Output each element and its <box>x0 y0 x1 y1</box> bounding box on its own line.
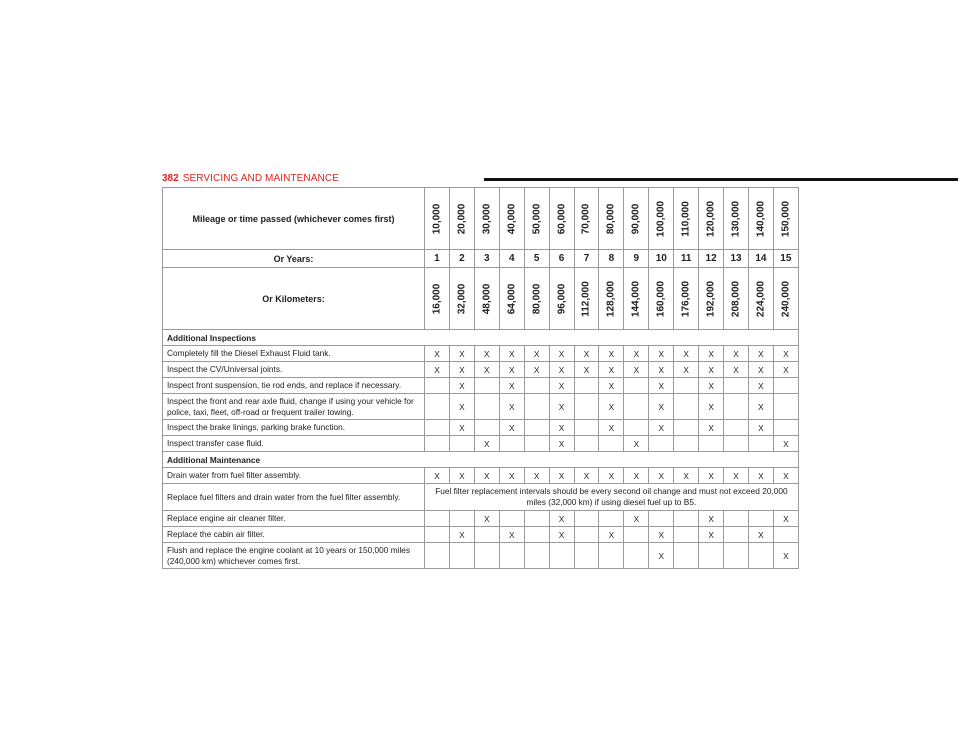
schedule-cell <box>574 436 599 452</box>
schedule-cell: X <box>574 362 599 378</box>
years-row-value: 12 <box>699 250 724 268</box>
task-label: Drain water from fuel filter assembly. <box>163 468 425 484</box>
schedule-cell: X <box>699 346 724 362</box>
schedule-cell <box>425 543 450 569</box>
schedule-cell <box>724 378 749 394</box>
schedule-cell <box>574 527 599 543</box>
kilometers-row-cell <box>574 268 599 330</box>
schedule-cell: X <box>574 468 599 484</box>
years-row-value: 7 <box>574 250 599 268</box>
schedule-cell <box>624 378 649 394</box>
miles-header-row-value: 70,000 <box>580 203 592 234</box>
miles-header-row-value: 130,000 <box>730 200 742 237</box>
miles-header-row-cell <box>724 188 749 250</box>
schedule-cell <box>724 420 749 436</box>
schedule-cell: X <box>649 420 674 436</box>
kilometers-row-cell <box>474 268 499 330</box>
schedule-cell <box>674 527 699 543</box>
schedule-cell <box>699 543 724 569</box>
schedule-cell: X <box>624 511 649 527</box>
schedule-cell: X <box>599 420 624 436</box>
miles-header-row-cell <box>649 188 674 250</box>
table-row <box>163 362 799 378</box>
schedule-cell <box>599 511 624 527</box>
schedule-cell: X <box>699 527 724 543</box>
years-row-value: 9 <box>624 250 649 268</box>
schedule-cell: X <box>499 420 524 436</box>
schedule-cell <box>425 511 450 527</box>
schedule-cell: X <box>748 378 773 394</box>
schedule-cell <box>624 420 649 436</box>
schedule-cell: X <box>499 346 524 362</box>
schedule-cell: X <box>499 378 524 394</box>
schedule-cell <box>748 511 773 527</box>
schedule-cell: X <box>549 420 574 436</box>
schedule-cell <box>674 394 699 420</box>
schedule-cell: X <box>449 527 474 543</box>
kilometers-row <box>163 268 799 330</box>
maintenance-schedule-table <box>162 187 799 569</box>
miles-header-row-cell <box>549 188 574 250</box>
table-row <box>163 511 799 527</box>
schedule-cell: X <box>773 468 798 484</box>
schedule-cell: X <box>524 346 549 362</box>
schedule-cell <box>674 543 699 569</box>
miles-header-row-cell <box>474 188 499 250</box>
schedule-cell: X <box>748 420 773 436</box>
schedule-cell <box>674 436 699 452</box>
schedule-cell: X <box>524 362 549 378</box>
schedule-cell <box>524 527 549 543</box>
schedule-cell: X <box>699 420 724 436</box>
kilometers-row-cell <box>773 268 798 330</box>
schedule-cell: X <box>425 362 450 378</box>
task-label: Replace engine air cleaner filter. <box>163 511 425 527</box>
schedule-cell <box>474 378 499 394</box>
schedule-cell <box>574 420 599 436</box>
schedule-cell <box>524 420 549 436</box>
schedule-cell <box>699 436 724 452</box>
schedule-cell: X <box>699 511 724 527</box>
kilometers-row-label: Or Kilometers: <box>163 268 425 330</box>
schedule-cell <box>574 543 599 569</box>
schedule-cell <box>425 394 450 420</box>
task-label: Inspect the CV/Universal joints. <box>163 362 425 378</box>
schedule-cell <box>449 543 474 569</box>
kilometers-row-value: 64,000 <box>506 283 518 314</box>
schedule-cell: X <box>449 378 474 394</box>
miles-header-row-cell <box>499 188 524 250</box>
schedule-cell: X <box>599 378 624 394</box>
schedule-cell: X <box>574 346 599 362</box>
schedule-cell: X <box>724 362 749 378</box>
schedule-cell: X <box>773 346 798 362</box>
schedule-cell <box>524 543 549 569</box>
task-label: Inspect front suspension, tie rod ends, and replace if necessary. <box>163 378 425 394</box>
schedule-cell: X <box>649 468 674 484</box>
schedule-cell: X <box>549 346 574 362</box>
kilometers-row-value: 32,000 <box>456 283 468 314</box>
kilometers-row-cell <box>524 268 549 330</box>
page-header <box>162 172 798 186</box>
schedule-cell: X <box>474 346 499 362</box>
schedule-cell: X <box>499 527 524 543</box>
section-title: SERVICING AND MAINTENANCE <box>182 173 339 184</box>
kilometers-row-cell <box>499 268 524 330</box>
schedule-cell: X <box>624 362 649 378</box>
years-row-label: Or Years: <box>163 250 425 268</box>
schedule-cell <box>474 527 499 543</box>
miles-header-row <box>163 188 799 250</box>
miles-header-row-value: 120,000 <box>705 200 717 237</box>
task-label: Completely fill the Diesel Exhaust Fluid tank. <box>163 346 425 362</box>
miles-header-row-cell <box>524 188 549 250</box>
schedule-cell: X <box>499 468 524 484</box>
miles-header-row-cell <box>449 188 474 250</box>
schedule-cell: X <box>549 468 574 484</box>
schedule-cell: X <box>649 543 674 569</box>
schedule-cell: X <box>649 346 674 362</box>
schedule-cell: X <box>474 362 499 378</box>
schedule-cell: X <box>649 378 674 394</box>
schedule-cell: X <box>624 468 649 484</box>
schedule-cell: X <box>549 436 574 452</box>
schedule-cell: X <box>599 468 624 484</box>
kilometers-row-cell <box>599 268 624 330</box>
schedule-cell <box>524 511 549 527</box>
schedule-cell: X <box>549 527 574 543</box>
kilometers-row-value: 192,000 <box>705 280 717 317</box>
schedule-cell: X <box>549 394 574 420</box>
schedule-cell: X <box>524 468 549 484</box>
years-row-value: 3 <box>474 250 499 268</box>
miles-header-row-value: 50,000 <box>531 203 543 234</box>
schedule-cell: X <box>549 378 574 394</box>
schedule-cell <box>474 543 499 569</box>
miles-header-row-cell <box>624 188 649 250</box>
schedule-cell <box>425 378 450 394</box>
table-row <box>163 394 799 420</box>
years-row-value: 8 <box>599 250 624 268</box>
task-label: Flush and replace the engine coolant at 10 years or 150,000 miles (240,000 km) whichever comes first. <box>163 543 425 569</box>
kilometers-row-value: 208,000 <box>730 280 742 317</box>
schedule-cell: X <box>499 394 524 420</box>
years-row-value: 6 <box>549 250 574 268</box>
schedule-cell <box>724 394 749 420</box>
schedule-cell: X <box>649 362 674 378</box>
schedule-cell: X <box>549 362 574 378</box>
table-row <box>163 346 799 362</box>
table-row <box>163 543 799 569</box>
years-row <box>163 250 799 268</box>
miles-header-row-value: 110,000 <box>680 200 692 237</box>
schedule-cell: X <box>474 436 499 452</box>
miles-header-row-cell <box>599 188 624 250</box>
schedule-cell <box>599 436 624 452</box>
schedule-cell: X <box>674 468 699 484</box>
years-row-value: 5 <box>524 250 549 268</box>
kilometers-row-cell <box>699 268 724 330</box>
miles-header-row-cell <box>773 188 798 250</box>
schedule-cell: X <box>425 346 450 362</box>
schedule-cell <box>599 543 624 569</box>
schedule-cell: X <box>773 436 798 452</box>
table-row <box>163 468 799 484</box>
schedule-cell: X <box>699 394 724 420</box>
schedule-cell <box>474 420 499 436</box>
schedule-cell: X <box>699 378 724 394</box>
kilometers-row-cell <box>649 268 674 330</box>
kilometers-row-value: 160,000 <box>655 280 667 317</box>
table-row <box>163 420 799 436</box>
kilometers-row-cell <box>748 268 773 330</box>
years-row-value: 14 <box>748 250 773 268</box>
schedule-cell: X <box>449 394 474 420</box>
schedule-cell: X <box>699 468 724 484</box>
miles-header-row-value: 150,000 <box>780 200 792 237</box>
kilometers-row-cell <box>724 268 749 330</box>
schedule-cell: X <box>549 511 574 527</box>
kilometers-row-value: 224,000 <box>755 280 767 317</box>
kilometers-row-value: 96,000 <box>556 283 568 314</box>
schedule-cell <box>674 378 699 394</box>
years-row-value: 11 <box>674 250 699 268</box>
kilometers-row-value: 16,000 <box>431 283 443 314</box>
kilometers-row-value: 240,000 <box>780 280 792 317</box>
table-row <box>163 436 799 452</box>
schedule-cell <box>425 420 450 436</box>
task-label: Inspect the front and rear axle fluid, change if using your vehicle for police, taxi, fleet, off-road or frequent trailer towing. <box>163 394 425 420</box>
miles-header-row-value: 20,000 <box>456 203 468 234</box>
schedule-cell <box>624 543 649 569</box>
task-label: Inspect the brake linings, parking brake function. <box>163 420 425 436</box>
kilometers-row-value: 48,000 <box>481 283 493 314</box>
schedule-cell: X <box>624 346 649 362</box>
kilometers-row-value: 112,000 <box>580 280 592 317</box>
schedule-cell: X <box>649 527 674 543</box>
schedule-cell: X <box>674 346 699 362</box>
schedule-cell <box>449 436 474 452</box>
miles-header-row-cell <box>699 188 724 250</box>
schedule-cell: X <box>748 527 773 543</box>
schedule-cell: X <box>748 468 773 484</box>
schedule-cell: X <box>599 394 624 420</box>
schedule-cell <box>649 436 674 452</box>
years-row-value: 15 <box>773 250 798 268</box>
miles-header-row-label: Mileage or time passed (whichever comes first) <box>163 188 425 250</box>
schedule-cell <box>748 543 773 569</box>
schedule-cell: X <box>449 346 474 362</box>
schedule-cell: X <box>674 362 699 378</box>
table-row <box>163 378 799 394</box>
schedule-cell <box>499 543 524 569</box>
miles-header-row-value: 100,000 <box>655 200 667 237</box>
schedule-cell <box>773 378 798 394</box>
schedule-cell <box>499 436 524 452</box>
kilometers-row-cell <box>674 268 699 330</box>
schedule-cell: X <box>748 394 773 420</box>
schedule-cell <box>724 511 749 527</box>
task-label: Replace fuel filters and drain water from the fuel filter assembly. <box>163 484 425 511</box>
miles-header-row-cell <box>425 188 450 250</box>
schedule-cell: X <box>599 527 624 543</box>
kilometers-row-value: 176,000 <box>680 280 692 317</box>
schedule-cell <box>724 543 749 569</box>
schedule-cell <box>674 511 699 527</box>
schedule-cell <box>574 378 599 394</box>
miles-header-row-value: 40,000 <box>506 203 518 234</box>
schedule-cell <box>724 527 749 543</box>
schedule-cell: X <box>599 362 624 378</box>
schedule-cell <box>474 394 499 420</box>
schedule-cell: X <box>425 468 450 484</box>
kilometers-row-cell <box>624 268 649 330</box>
kilometers-row-cell <box>425 268 450 330</box>
miles-header-row-value: 80,000 <box>605 203 617 234</box>
schedule-cell <box>425 436 450 452</box>
schedule-cell <box>499 511 524 527</box>
schedule-cell: X <box>624 436 649 452</box>
years-row-value: 4 <box>499 250 524 268</box>
kilometers-row-value: 128,000 <box>605 280 617 317</box>
schedule-cell <box>574 511 599 527</box>
miles-header-row-value: 140,000 <box>755 200 767 237</box>
schedule-cell: X <box>773 543 798 569</box>
schedule-cell <box>674 420 699 436</box>
schedule-cell: X <box>499 362 524 378</box>
schedule-cell <box>524 436 549 452</box>
schedule-cell <box>449 511 474 527</box>
miles-header-row-cell <box>674 188 699 250</box>
schedule-cell: X <box>724 346 749 362</box>
miles-header-row-value: 90,000 <box>630 203 642 234</box>
schedule-cell: X <box>773 511 798 527</box>
schedule-cell: X <box>699 362 724 378</box>
table-row <box>163 484 799 511</box>
schedule-cell: X <box>724 468 749 484</box>
schedule-cell: X <box>599 346 624 362</box>
schedule-cell <box>724 436 749 452</box>
schedule-cell: X <box>449 362 474 378</box>
schedule-cell <box>773 527 798 543</box>
schedule-cell <box>574 394 599 420</box>
interval-note: Fuel filter replacement intervals should be every second oil change and must not exceed 20,000 miles (32,000 km) if using diesel fuel up to B5. <box>425 484 799 511</box>
schedule-cell: X <box>748 346 773 362</box>
schedule-cell: X <box>449 420 474 436</box>
years-row-value: 1 <box>425 250 450 268</box>
schedule-cell: X <box>474 511 499 527</box>
miles-header-row-value: 30,000 <box>481 203 493 234</box>
schedule-cell <box>524 394 549 420</box>
schedule-cell <box>549 543 574 569</box>
task-label: Inspect transfer case fluid. <box>163 436 425 452</box>
years-row-value: 13 <box>724 250 749 268</box>
schedule-cell <box>624 527 649 543</box>
schedule-cell <box>773 394 798 420</box>
schedule-cell <box>524 378 549 394</box>
table-row <box>163 527 799 543</box>
page-number: 382 <box>162 173 179 184</box>
schedule-cell <box>624 394 649 420</box>
kilometers-row-cell <box>549 268 574 330</box>
kilometers-row-cell <box>449 268 474 330</box>
section-header-row <box>163 330 799 346</box>
schedule-cell <box>773 420 798 436</box>
schedule-cell <box>748 436 773 452</box>
years-row-value: 10 <box>649 250 674 268</box>
schedule-cell: X <box>474 468 499 484</box>
miles-header-row-cell <box>748 188 773 250</box>
miles-header-row-value: 10,000 <box>431 203 443 234</box>
miles-header-row-cell <box>574 188 599 250</box>
task-label: Replace the cabin air filter. <box>163 527 425 543</box>
section-title: Additional Maintenance <box>163 452 799 468</box>
kilometers-row-value: 80,000 <box>531 283 543 314</box>
schedule-cell: X <box>649 394 674 420</box>
section-header-row <box>163 452 799 468</box>
schedule-cell: X <box>748 362 773 378</box>
header-rule <box>484 178 958 181</box>
kilometers-row-value: 144,000 <box>630 280 642 317</box>
schedule-cell: X <box>449 468 474 484</box>
schedule-cell: X <box>773 362 798 378</box>
section-title: Additional Inspections <box>163 330 799 346</box>
miles-header-row-value: 60,000 <box>556 203 568 234</box>
schedule-cell <box>425 527 450 543</box>
years-row-value: 2 <box>449 250 474 268</box>
schedule-cell <box>649 511 674 527</box>
